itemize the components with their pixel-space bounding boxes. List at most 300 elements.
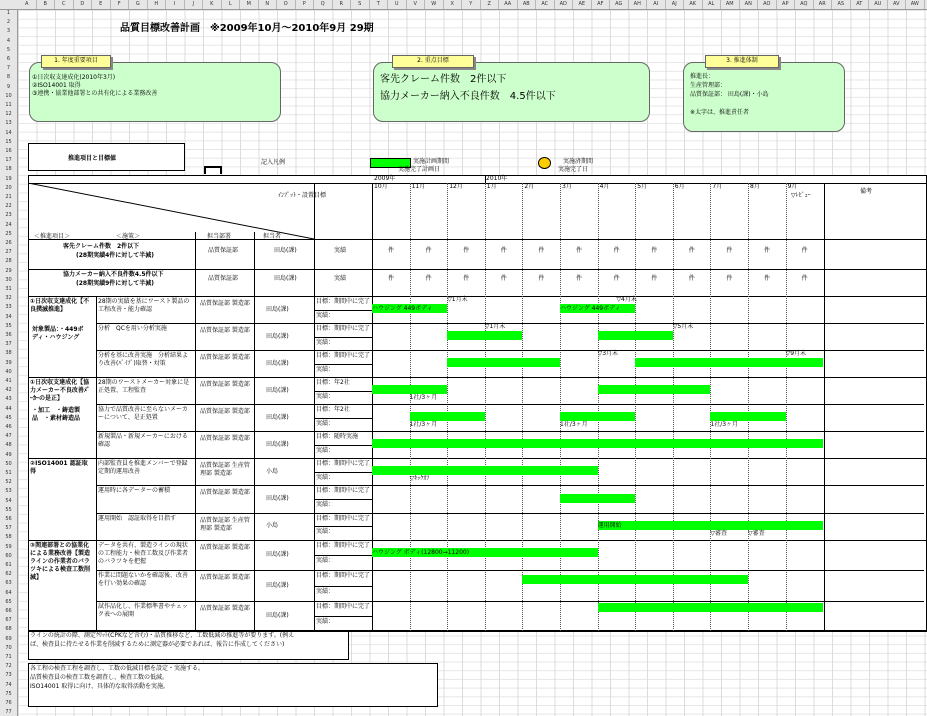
target-4-1: 目標：期間中に完了 bbox=[316, 542, 371, 549]
group-divider-2 bbox=[96, 458, 97, 540]
row-header-50[interactable]: 50 bbox=[5, 460, 12, 467]
row-header-42[interactable]: 42 bbox=[5, 387, 12, 394]
kpi-sub-2: (28期実績9件に対して半減) bbox=[76, 280, 155, 287]
kpi-dept-1: 品質保証部 bbox=[208, 247, 239, 254]
row-header-47[interactable]: 47 bbox=[5, 433, 12, 440]
row-header-35[interactable]: 35 bbox=[5, 322, 12, 329]
row-header-49[interactable]: 49 bbox=[5, 451, 12, 458]
column-header-ai[interactable]: AI bbox=[647, 0, 666, 9]
row-header-57[interactable]: 57 bbox=[5, 525, 12, 532]
row-header-70[interactable]: 70 bbox=[5, 644, 12, 651]
bar-8a bbox=[560, 494, 635, 503]
row-header-58[interactable]: 58 bbox=[5, 534, 12, 541]
measure-1-3: 分析を基に改善実施 分析結果より改善(ﾊﾟｲﾌﾟ)取替・対策 bbox=[98, 352, 189, 367]
month-divider-5 bbox=[560, 183, 561, 631]
header-month-9: 6月 bbox=[674, 183, 685, 190]
row-header-38[interactable]: 38 bbox=[5, 350, 12, 357]
column-header-ae[interactable]: AE bbox=[573, 0, 592, 9]
item-line-1-2 bbox=[96, 431, 924, 432]
column-header-x[interactable]: X bbox=[444, 0, 463, 9]
row-header-14[interactable]: 14 bbox=[5, 129, 12, 136]
note-line-1: ラインの統計の際、測定ｸﾘｯﾄ(CPKなど含む)・品質推移など、工数低減の推進等が要ります。(例え bbox=[30, 632, 295, 639]
legend-actual-text: 実施済期間 bbox=[563, 158, 594, 165]
kpi-mark-1-7: 件 bbox=[613, 247, 620, 254]
spreadsheet-grid[interactable] bbox=[18, 10, 927, 716]
column-header-q[interactable]: Q bbox=[314, 0, 333, 9]
row-header-30[interactable]: 30 bbox=[5, 276, 12, 283]
measure-3-3: 運用開始 認証取得を目指す bbox=[98, 514, 177, 522]
dept-4-1: 品質保証部 製造部 bbox=[200, 544, 250, 551]
kpi-mark-2-7: 件 bbox=[613, 275, 620, 282]
annotation-5: ▽3月末 bbox=[597, 350, 619, 357]
kpi-title-2: 協力メーカー納入不良件数4.5件以下 bbox=[63, 271, 164, 278]
column-header-ao[interactable]: AO bbox=[758, 0, 777, 9]
column-header-f[interactable]: F bbox=[111, 0, 130, 9]
actual-1-2: 実績： bbox=[316, 338, 335, 346]
column-header-w[interactable]: W bbox=[425, 0, 444, 9]
column-header-an[interactable]: AN bbox=[740, 0, 759, 9]
row-header-46[interactable]: 46 bbox=[5, 424, 12, 430]
group-line-1 bbox=[28, 377, 927, 378]
kpi-dept-2: 品質保証部 bbox=[208, 275, 239, 282]
legend-milestone-icon bbox=[538, 157, 551, 169]
page-title: 品質目標改善計画 ※2009年10月～2010年9月 29期 bbox=[120, 23, 374, 34]
row-header-77[interactable]: 77 bbox=[5, 709, 12, 716]
row-header-26[interactable]: 26 bbox=[5, 240, 12, 246]
target-3-1: 目標：期間中に完了 bbox=[316, 460, 371, 467]
target-2-1: 目標：年2社 bbox=[316, 379, 350, 386]
target-1-3: 目標：期間中に完了 bbox=[316, 352, 371, 359]
person-1-2: 田島(課) bbox=[266, 332, 289, 340]
group-line-0 bbox=[28, 296, 927, 297]
row-header-75[interactable]: 75 bbox=[5, 690, 12, 697]
column-header-aj[interactable]: AJ bbox=[666, 0, 685, 9]
row-header-76[interactable]: 76 bbox=[5, 700, 12, 706]
row-header-9[interactable]: 9 bbox=[6, 83, 11, 90]
legend-actual-sub: 実施完了日 bbox=[558, 166, 589, 173]
bar-4b bbox=[598, 385, 711, 394]
annotation-13: ▽審査 bbox=[748, 530, 765, 537]
row-header-34[interactable]: 34 bbox=[5, 313, 12, 320]
column-header-ah[interactable]: AH bbox=[629, 0, 648, 9]
column-header-e[interactable]: E bbox=[92, 0, 111, 9]
target-split-1-2 bbox=[314, 445, 372, 446]
row-header-51[interactable]: 51 bbox=[5, 470, 12, 476]
annotation-1: ▽1月末 bbox=[447, 296, 468, 303]
cell-cursor[interactable] bbox=[204, 166, 222, 174]
column-header-aq[interactable]: AQ bbox=[795, 0, 814, 9]
column-header-bar bbox=[0, 0, 927, 10]
key-targets-tag: 2. 重点目標 bbox=[392, 55, 474, 68]
row-header-55[interactable]: 55 bbox=[5, 506, 12, 513]
row-header-71[interactable]: 71 bbox=[5, 654, 12, 660]
row-header-bar bbox=[0, 10, 18, 716]
row-header-2[interactable]: 2 bbox=[6, 19, 11, 26]
target-split-1-1 bbox=[314, 418, 372, 419]
kpi-mark-1-10: 件 bbox=[726, 247, 733, 254]
bar-5b bbox=[560, 412, 635, 421]
measure-1-2: 分析 QCを用い分析実施 bbox=[98, 325, 167, 332]
dept-1-2: 品質保証部 製造部 bbox=[200, 327, 250, 334]
column-header-s[interactable]: S bbox=[351, 0, 370, 9]
row-header-5[interactable]: 5 bbox=[6, 46, 11, 53]
kpi-mark-1-11: 件 bbox=[764, 247, 771, 254]
key-target-2: 協力メーカー納入不良件数 4.5件以下 bbox=[380, 91, 556, 102]
row-header-73[interactable]: 73 bbox=[5, 672, 12, 679]
item-line-3-2 bbox=[96, 601, 924, 602]
kpi-mark-2-1: 件 bbox=[388, 275, 395, 282]
kpi-mark-1-6: 件 bbox=[576, 247, 583, 254]
row-header-44[interactable]: 44 bbox=[5, 405, 12, 412]
column-header-m[interactable]: M bbox=[240, 0, 259, 9]
header-month-4: 1月 bbox=[486, 183, 497, 190]
column-header-af[interactable]: AF bbox=[592, 0, 611, 9]
column-header-at[interactable]: AT bbox=[851, 0, 870, 9]
row-header-66[interactable]: 66 bbox=[5, 608, 12, 614]
bar-5a bbox=[410, 412, 485, 421]
row-header-69[interactable]: 69 bbox=[5, 635, 12, 642]
column-header-h[interactable]: H bbox=[148, 0, 167, 9]
column-header-am[interactable]: AM bbox=[721, 0, 740, 9]
bar-7a bbox=[372, 466, 598, 475]
row-header-61[interactable]: 61 bbox=[5, 562, 12, 568]
column-header-z[interactable]: Z bbox=[481, 0, 500, 9]
column-header-v[interactable]: V bbox=[407, 0, 426, 9]
actual-3-1: 実績： bbox=[316, 473, 335, 481]
row-header-65[interactable]: 65 bbox=[5, 598, 12, 605]
group-title-1: ①日次収支達成化【不良撲滅推進】 bbox=[30, 298, 90, 313]
actual-2-3: 実績： bbox=[316, 446, 335, 454]
column-header-k[interactable]: K bbox=[203, 0, 222, 9]
header-year-1: 2009年 bbox=[374, 175, 396, 182]
kpi-sub-1: (28期実績4件に対して半減) bbox=[76, 252, 155, 259]
bar-2b bbox=[598, 331, 673, 340]
target-2-2: 目標：年2社 bbox=[316, 406, 350, 413]
row-header-28[interactable]: 28 bbox=[5, 258, 12, 265]
group-sub-2: ・加工 ・鋳造製品 ・素材鋳造品 bbox=[32, 407, 81, 422]
legend-plan-text: 実施計画期間 bbox=[413, 158, 450, 165]
actual-2-1: 実績： bbox=[316, 392, 335, 400]
column-header-y[interactable]: Y bbox=[462, 0, 481, 9]
kpi-mark-1-9: 件 bbox=[688, 247, 695, 254]
dept-2-2: 品質保証部 製造部 bbox=[200, 408, 250, 415]
row-header-63[interactable]: 63 bbox=[5, 580, 12, 587]
row-header-15[interactable]: 15 bbox=[5, 138, 12, 145]
row-header-4[interactable]: 4 bbox=[6, 37, 11, 44]
row-header-22[interactable]: 22 bbox=[5, 203, 12, 210]
column-header-as[interactable]: AS bbox=[832, 0, 851, 9]
row-header-33[interactable]: 33 bbox=[5, 304, 12, 311]
note-line-5: ISO14001 取得に向け、具体的な取得活動を実施。 bbox=[30, 683, 170, 690]
bar-1a: ハウジング 449ボディ bbox=[372, 304, 447, 313]
legend-label: 記入凡例 bbox=[261, 159, 286, 166]
measure-3-1: 内部監査員を推進メンバーで登録 定期的運用改善 bbox=[98, 460, 194, 475]
row-header-62[interactable]: 62 bbox=[5, 571, 12, 578]
item-line-1-1 bbox=[96, 404, 924, 405]
month-divider-2 bbox=[447, 183, 448, 631]
month-divider-7 bbox=[635, 183, 636, 631]
row-header-10[interactable]: 10 bbox=[5, 92, 12, 99]
row-header-3[interactable]: 3 bbox=[6, 28, 11, 35]
kpi-mark-2-10: 件 bbox=[726, 275, 733, 282]
row-header-40[interactable]: 40 bbox=[5, 368, 12, 375]
kpi-mark-2-4: 件 bbox=[500, 275, 507, 282]
kpi-mark-1-3: 件 bbox=[463, 247, 470, 254]
kpi-mark-2-6: 件 bbox=[576, 275, 583, 282]
column-header-au[interactable]: AU bbox=[869, 0, 888, 9]
row-header-43[interactable]: 43 bbox=[5, 396, 12, 403]
person-1-1: 田島(課) bbox=[266, 305, 289, 313]
person-3-1: 小島 bbox=[266, 467, 279, 475]
row-header-48[interactable]: 48 bbox=[5, 442, 12, 449]
header-month-3: 12月 bbox=[449, 183, 463, 190]
bar-10a: ハウジング ボディ(12800→11200) bbox=[372, 548, 598, 557]
header-month-5: 2月 bbox=[524, 183, 535, 190]
row-header-13[interactable]: 13 bbox=[5, 120, 12, 127]
column-header-aa[interactable]: AA bbox=[499, 0, 518, 9]
kpi-line-1 bbox=[28, 269, 927, 270]
row-header-56[interactable]: 56 bbox=[5, 516, 12, 522]
bar-3b bbox=[635, 358, 823, 367]
dept-2-1: 品質保証部 製造部 bbox=[200, 381, 250, 388]
section-label: 推進項目と目標値 bbox=[68, 155, 117, 162]
structure-line-1: 推進長： bbox=[690, 73, 715, 80]
row-header-67[interactable]: 67 bbox=[5, 617, 12, 624]
bar-3a bbox=[447, 358, 560, 367]
target-split-0-0 bbox=[314, 310, 372, 311]
row-header-7[interactable]: 7 bbox=[6, 65, 11, 72]
measure-3-2: 運用時に各データーの蓄積 bbox=[98, 487, 171, 495]
column-header-al[interactable]: AL bbox=[703, 0, 722, 9]
row-header-52[interactable]: 52 bbox=[5, 479, 12, 486]
kpi-col-2: 実績 bbox=[334, 275, 347, 282]
row-header-31[interactable]: 31 bbox=[5, 286, 12, 292]
annotation-9: 1社/3ヶ月 bbox=[409, 421, 438, 428]
annotation-7: 1社/3ヶ月 bbox=[409, 394, 438, 401]
column-header-o[interactable]: O bbox=[277, 0, 296, 9]
bar-5c bbox=[710, 412, 785, 421]
target-split-0-2 bbox=[314, 364, 372, 365]
column-header-d[interactable]: D bbox=[74, 0, 93, 9]
group-title-2: ①日次収支達成化【協力メーカー不良改善ﾒﾞｰｶｰの是正】 bbox=[30, 379, 90, 402]
person-4-3: 田島(課) bbox=[266, 611, 289, 619]
actual-1-1: 実績： bbox=[316, 311, 335, 319]
measure-4-1: データを共有、製造ラインの現状の工程能力・検査工数及び作業者のバラツキを把握 bbox=[98, 542, 189, 565]
kpi-mark-2-12: 件 bbox=[801, 275, 808, 282]
row-header-45[interactable]: 45 bbox=[5, 414, 12, 421]
group-title-3: ②ISO14001 認証取得 bbox=[30, 460, 88, 475]
header-month-1: 10月 bbox=[374, 183, 388, 190]
column-header-ar[interactable]: AR bbox=[814, 0, 833, 9]
dept-3-2: 品質保証部 製造部 bbox=[200, 489, 250, 497]
note-line-2: ば、検査員に持たせる作業を削減するために測定器が必要であれば、報告に作成してください) bbox=[30, 641, 285, 648]
row-header-6[interactable]: 6 bbox=[6, 56, 11, 62]
target-split-2-1 bbox=[314, 499, 372, 500]
person-4-1: 田島(課) bbox=[266, 551, 289, 559]
kpi-mark-2-8: 件 bbox=[651, 275, 658, 282]
kpi-mark-2-3: 件 bbox=[463, 275, 470, 282]
row-header-64[interactable]: 64 bbox=[5, 589, 12, 596]
structure-line-3: 品質保証部： 田島(課)・小島 bbox=[690, 91, 769, 98]
group-line-2 bbox=[28, 458, 927, 459]
column-header-i[interactable]: I bbox=[166, 0, 185, 9]
bar-9a: 運用開始 bbox=[598, 521, 824, 530]
target-split-2-0 bbox=[314, 472, 372, 473]
target-3-2: 目標：期間中に完了 bbox=[316, 487, 371, 495]
column-header-c[interactable]: C bbox=[55, 0, 74, 9]
header-month-2: 11月 bbox=[411, 183, 426, 190]
annotation-3: ▽1月末 bbox=[484, 323, 506, 330]
group-sub-1: 対象製品：・449ボディ・ハウジング bbox=[32, 326, 84, 341]
row-header-21[interactable]: 21 bbox=[5, 194, 12, 200]
item-line-0-1 bbox=[96, 323, 924, 324]
measure-2-2: 協力で品質改善に至らないメーカーについて、是正処置 bbox=[98, 406, 188, 421]
row-header-29[interactable]: 29 bbox=[5, 267, 12, 274]
row-header-68[interactable]: 68 bbox=[5, 626, 12, 633]
column-header-l[interactable]: L bbox=[222, 0, 241, 9]
actual-4-2: 実績： bbox=[316, 587, 335, 595]
column-header-u[interactable]: U bbox=[388, 0, 407, 9]
item-line-2-1 bbox=[96, 485, 924, 486]
column-header-p[interactable]: P bbox=[296, 0, 315, 9]
column-header-j[interactable]: J bbox=[185, 0, 204, 9]
person-2-3: 田島(課) bbox=[266, 440, 289, 448]
person-2-2: 田島(課) bbox=[266, 413, 289, 421]
column-header-t[interactable]: T bbox=[370, 0, 389, 9]
kpi-title-1: 客先クレーム件数 2件以下 bbox=[63, 243, 140, 250]
priority-items-tag: 1. 年度重要項目 bbox=[41, 55, 111, 68]
row-header-74[interactable]: 74 bbox=[5, 681, 12, 688]
legend-plan-sub: 実施完了計画日 bbox=[398, 166, 441, 173]
person-2-1: 田島(課) bbox=[266, 386, 289, 394]
row-header-37[interactable]: 37 bbox=[5, 341, 12, 348]
month-divider-8 bbox=[673, 183, 674, 631]
target-split-0-1 bbox=[314, 337, 372, 338]
item-line-3-1 bbox=[96, 570, 924, 571]
dept-1-1: 品質保証部 製造部 bbox=[200, 300, 250, 307]
annotation-2: ▽4月末 bbox=[616, 296, 637, 303]
column-header-r[interactable]: R bbox=[333, 0, 352, 9]
divider-timeline bbox=[372, 183, 373, 631]
month-divider-11 bbox=[786, 183, 787, 631]
group-divider-0 bbox=[96, 296, 97, 377]
row-header-25[interactable]: 25 bbox=[5, 230, 12, 237]
row-header-24[interactable]: 24 bbox=[5, 221, 12, 228]
kpi-col-1: 実績 bbox=[334, 247, 347, 254]
row-header-41[interactable]: 41 bbox=[5, 378, 12, 384]
dept-4-3: 品質保証部 製造部 bbox=[200, 604, 250, 612]
kpi-mark-1-5: 件 bbox=[538, 247, 545, 254]
dept-3-3: 品質保証部 生産管理部 製造部 bbox=[200, 516, 250, 532]
row-header-27[interactable]: 27 bbox=[5, 249, 12, 256]
header-review: ▽ﾚﾋﾞｭｰ bbox=[791, 192, 811, 199]
dept-3-1: 品質保証部 生産管理部 製造部 bbox=[200, 462, 250, 477]
annotation-6: ▽9月末 bbox=[785, 350, 807, 357]
row-header-16[interactable]: 16 bbox=[5, 148, 12, 154]
column-header-g[interactable]: G bbox=[129, 0, 148, 9]
key-target-1: 客先クレーム件数 2件以下 bbox=[380, 74, 507, 85]
kpi-mark-1-2: 件 bbox=[425, 247, 432, 254]
header-line-2 bbox=[28, 239, 927, 240]
row-header-8[interactable]: 8 bbox=[6, 74, 11, 81]
group-divider-1 bbox=[96, 377, 97, 458]
dept-1-3: 品質保証部 製造部 bbox=[200, 354, 250, 361]
actual-3-3: 実績： bbox=[316, 528, 335, 536]
row-header-12[interactable]: 12 bbox=[5, 111, 12, 118]
column-header-ab[interactable]: AB bbox=[518, 0, 537, 9]
column-header-ad[interactable]: AD bbox=[555, 0, 574, 9]
structure-line-4: ※太字は、推進責任者 bbox=[690, 109, 750, 116]
dept-4-2: 品質保証部 製造部 bbox=[200, 574, 250, 582]
column-header-b[interactable]: B bbox=[37, 0, 56, 9]
row-header-1[interactable]: 1 bbox=[6, 10, 11, 16]
row-header-60[interactable]: 60 bbox=[5, 552, 12, 559]
measure-2-1: 28期のワーストメーカー対象に是正処置、工程監査 bbox=[98, 379, 190, 394]
row-header-54[interactable]: 54 bbox=[5, 497, 12, 504]
kpi-mark-1-8: 件 bbox=[651, 247, 658, 254]
column-header-ak[interactable]: AK bbox=[684, 0, 703, 9]
annotation-4: ▽5月末 bbox=[672, 323, 694, 330]
header-year-2: 2010年 bbox=[486, 175, 508, 182]
measure-4-3: 試作品化し、作業標準書やチェック表への展開 bbox=[98, 602, 188, 618]
row-header-19[interactable]: 19 bbox=[5, 175, 12, 182]
column-header-aw[interactable]: AW bbox=[906, 0, 925, 9]
actual-4-1: 実績： bbox=[316, 557, 335, 565]
target-1-2: 目標：期間中に完了 bbox=[316, 325, 371, 332]
row-header-53[interactable]: 53 bbox=[5, 488, 12, 495]
header-sub: ｲﾝﾌﾟｯﾄ・設置目標 bbox=[278, 192, 327, 199]
header-col-item: ＜推進項目＞ bbox=[34, 233, 71, 240]
column-header-ac[interactable]: AC bbox=[536, 0, 555, 9]
row-header-59[interactable]: 59 bbox=[5, 543, 12, 550]
structure-tag: 3. 推進体制 bbox=[705, 55, 779, 68]
annotation-8: 1社/3ヶ月 bbox=[560, 421, 588, 428]
row-header-32[interactable]: 32 bbox=[5, 295, 12, 302]
row-header-39[interactable]: 39 bbox=[5, 359, 12, 366]
row-header-36[interactable]: 36 bbox=[5, 332, 12, 338]
actual-2-2: 実績： bbox=[316, 419, 335, 427]
priority-item-3: ③連携・協業他部署との共有化による業務改善 bbox=[32, 90, 158, 97]
header-col-measure: ＜施策＞ bbox=[116, 233, 141, 240]
row-header-23[interactable]: 23 bbox=[5, 212, 12, 219]
bar-2a bbox=[447, 331, 522, 340]
row-header-20[interactable]: 20 bbox=[5, 184, 12, 191]
annotation-11: ▽ｷｯｸｵﾌ bbox=[409, 475, 430, 482]
group-divider-3 bbox=[96, 540, 97, 631]
row-header-17[interactable]: 17 bbox=[5, 157, 12, 164]
row-header-11[interactable]: 11 bbox=[5, 102, 12, 108]
row-header-18[interactable]: 18 bbox=[5, 166, 12, 173]
column-header-a[interactable]: A bbox=[18, 0, 37, 9]
month-divider-10 bbox=[748, 183, 749, 631]
person-4-2: 田島(課) bbox=[266, 581, 289, 589]
column-header-n[interactable]: N bbox=[259, 0, 278, 9]
month-divider-1 bbox=[410, 183, 411, 631]
month-divider-4 bbox=[522, 183, 523, 631]
kpi-mark-2-11: 件 bbox=[764, 275, 771, 282]
annotation-12: ▽審査 bbox=[710, 530, 728, 537]
column-header-ap[interactable]: AP bbox=[777, 0, 796, 9]
column-header-av[interactable]: AV bbox=[888, 0, 907, 9]
header-note: 備考 bbox=[860, 188, 873, 195]
row-header-72[interactable]: 72 bbox=[5, 663, 12, 670]
kpi-mark-2-9: 件 bbox=[688, 275, 695, 282]
actual-1-3: 実績： bbox=[316, 365, 335, 373]
column-header-ag[interactable]: AG bbox=[610, 0, 629, 9]
target-4-3: 目標：期間中に完了 bbox=[316, 602, 371, 610]
header-month-10: 7月 bbox=[712, 183, 723, 190]
kpi-person-2: 田島(課) bbox=[274, 275, 297, 282]
